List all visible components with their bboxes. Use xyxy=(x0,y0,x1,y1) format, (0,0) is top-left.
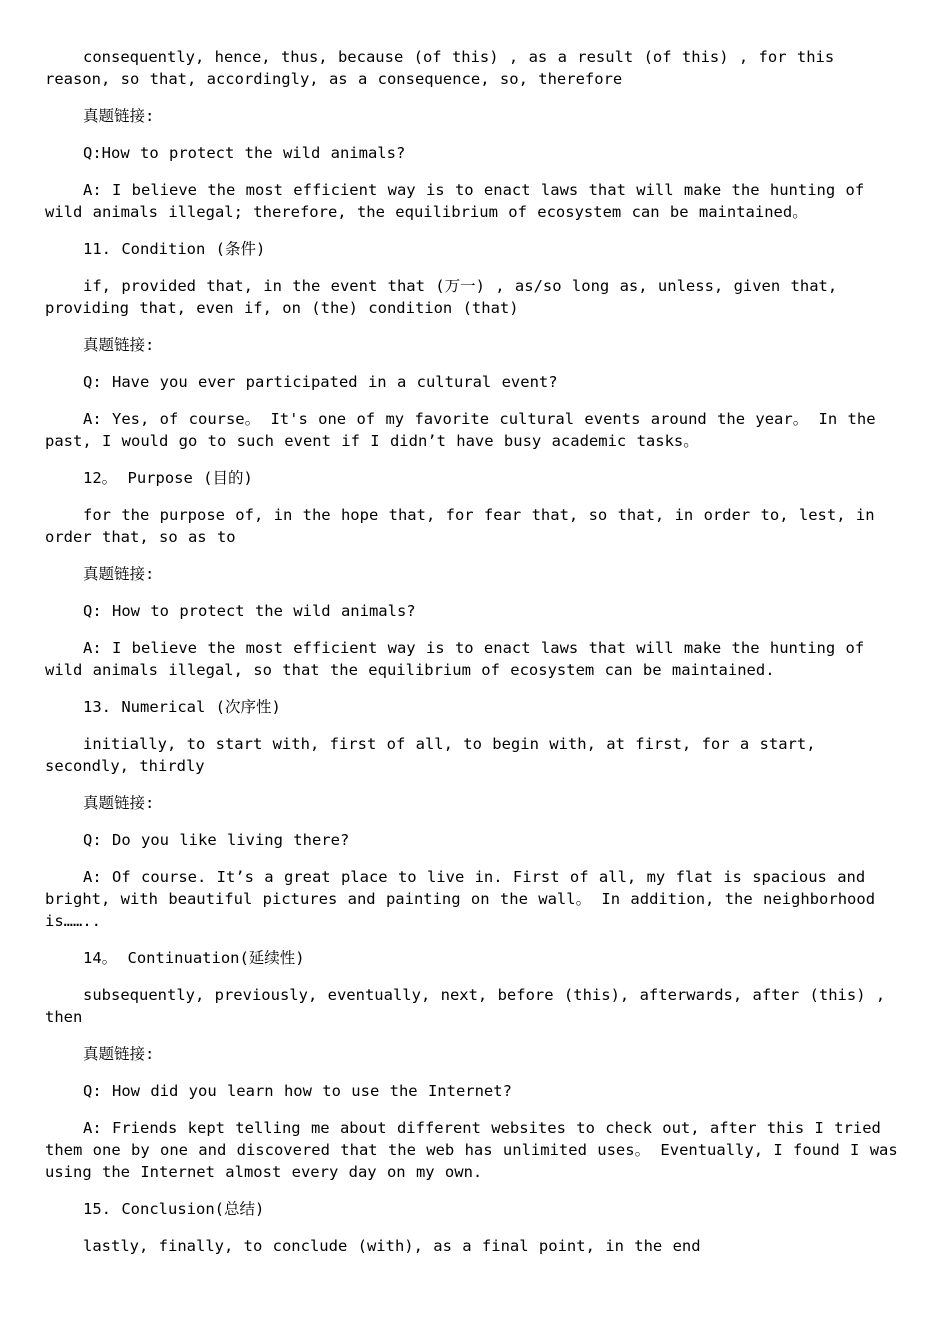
question: Q:How to protect the wild animals? xyxy=(83,144,406,162)
transition-words-consequence: consequently, hence, thus, because (of this) , as a result (of this) , for this reason, so that, accordingly, as a consequence, so, therefore xyxy=(45,48,835,88)
section-heading-continuation: 14。 Continuation(延续性) xyxy=(83,949,305,967)
answer: A: Yes, of course。 It's one of my favorite cultural events around the year。 In the past, I would go to such event if I didn’t have busy academic tasks。 xyxy=(45,410,876,450)
exam-link-label: 真题链接: xyxy=(83,565,155,583)
exam-link-label: 真题链接: xyxy=(83,794,155,812)
exam-link-label: 真题链接: xyxy=(83,1045,155,1063)
answer: A: I believe the most efficient way is to enact laws that will make the hunting of wild animals illegal; therefore, the equilibrium of ecosystem can be maintained。 xyxy=(45,181,865,221)
transition-words-continuation: subsequently, previously, eventually, next, before (this), afterwards, after (this) , then xyxy=(45,986,886,1026)
exam-link-label: 真题链接: xyxy=(83,336,155,354)
transition-words-purpose: for the purpose of, in the hope that, for fear that, so that, in order to, lest, in order that, so as to xyxy=(45,506,875,546)
document-page xyxy=(45,46,905,1257)
exam-link-label: 真题链接: xyxy=(83,107,155,125)
question: Q: How to protect the wild animals? xyxy=(83,602,416,620)
question: Q: How did you learn how to use the Internet? xyxy=(83,1082,512,1100)
question: Q: Have you ever participated in a cultural event? xyxy=(83,373,558,391)
section-heading-numerical: 13. Numerical (次序性) xyxy=(83,698,281,716)
transition-words-conclusion: lastly, finally, to conclude (with), as a final point, in the end xyxy=(83,1237,701,1255)
question: Q: Do you like living there? xyxy=(83,831,350,849)
answer: A: I believe the most efficient way is to enact laws that will make the hunting of wild animals illegal, so that the equilibrium of ecosystem can be maintained. xyxy=(45,639,865,679)
transition-words-condition: if, provided that, in the event that (万一) , as/so long as, unless, given that, providing that, even if, on (the) condition (that) xyxy=(45,277,838,317)
section-heading-purpose: 12。 Purpose (目的) xyxy=(83,469,253,487)
section-heading-conclusion: 15. Conclusion(总结) xyxy=(83,1200,265,1218)
transition-words-numerical: initially, to start with, first of all, to begin with, at first, for a start, secondly, thirdly xyxy=(45,735,816,775)
answer: A: Of course. It’s a great place to live in. First of all, my flat is spacious and bright, with beautiful pictures and painting on the wall。 In addition, the neighborhood is…….. xyxy=(45,868,876,930)
section-heading-condition: 11. Condition (条件) xyxy=(83,240,266,258)
answer: A: Friends kept telling me about different websites to check out, after this I tried them one by one and discovered that the web has unlimited uses。 Eventually, I found I was using the Internet almost every day on my own. xyxy=(45,1119,898,1181)
